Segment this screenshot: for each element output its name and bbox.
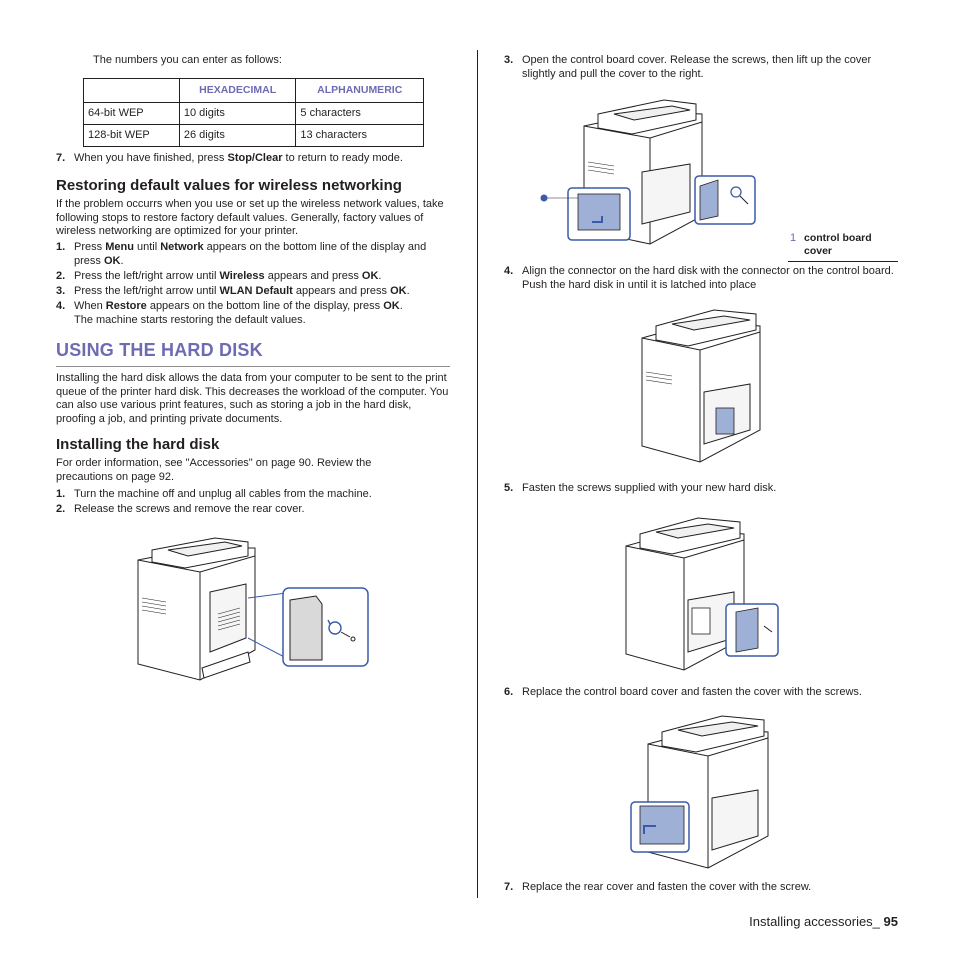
section-heading-installing: Installing the hard disk <box>56 436 220 453</box>
table-header-empty <box>84 79 180 103</box>
printer-rear-cover-illustration <box>130 528 375 688</box>
page-number: 95 <box>883 914 898 929</box>
step-number: 1. <box>56 241 66 253</box>
installing-paragraph: For order information, see "Accessories" on page 90. Review the precautions on page 92. <box>56 457 372 483</box>
table-intro: The numbers you can enter as follows: <box>93 54 282 66</box>
hard-disk-paragraph: Installing the hard disk allows the data from your computer to be sent to the print queue of the printer hard disk. This decreases the workload of the computer. You can also use various print features, such as storing a job in the hard disk, proofing a job, and printing private documents. <box>56 372 449 425</box>
heading-rule <box>56 366 450 367</box>
table-cell: 5 characters <box>296 103 424 125</box>
table-cell: 13 characters <box>296 125 424 147</box>
step-number: 3. <box>56 285 66 297</box>
step-number: 7. <box>56 152 66 164</box>
table-cell: 64-bit WEP <box>84 103 180 125</box>
replace-cover-illustration <box>630 706 780 876</box>
caption-rule <box>788 261 898 262</box>
caption-label: control board cover <box>804 232 872 257</box>
footer-section: Installing accessories_ <box>749 914 884 929</box>
section-heading-hard-disk: USING THE HARD DISK <box>56 340 263 360</box>
step-text: Press the left/right arrow until WLAN Default appears and press OK. <box>74 285 410 297</box>
table-header-row <box>84 79 424 103</box>
page-footer <box>749 915 898 929</box>
step-number: 2. <box>56 270 66 282</box>
table-header-alnum: ALPHANUMERIC <box>296 79 424 103</box>
column-divider <box>477 50 478 898</box>
table-row <box>84 125 424 147</box>
step-text: When Restore appears on the bottom line of the display, press OK. The machine starts restoring the default values. <box>74 300 403 326</box>
hard-disk-connector-illustration <box>638 300 768 470</box>
restoring-paragraph: If the problem occurrs when you use or set up the wireless network values, take following stops to restore factory default values. Generally, factory values of wireless networking are optimized for your printer. <box>56 198 444 237</box>
section-heading-restoring: Restoring default values for wireless networking <box>56 177 402 194</box>
step-text: Press Menu until Network appears on the bottom line of the display and press OK. <box>74 241 427 267</box>
caption-number: 1 <box>790 232 797 244</box>
table-cell: 10 digits <box>179 103 296 125</box>
wep-key-table <box>83 78 424 147</box>
table-cell: 128-bit WEP <box>84 125 180 147</box>
table-header-hex: HEXADECIMAL <box>179 79 296 103</box>
step-number: 4. <box>56 300 66 312</box>
table-row <box>84 103 424 125</box>
control-board-cover-illustration <box>540 92 760 252</box>
table-cell: 26 digits <box>179 125 296 147</box>
step-text: When you have finished, press Stop/Clear to return to ready mode. <box>74 152 403 164</box>
step-text: Press the left/right arrow until Wireless appears and press OK. <box>74 270 382 282</box>
fasten-hard-disk-illustration <box>622 508 782 678</box>
